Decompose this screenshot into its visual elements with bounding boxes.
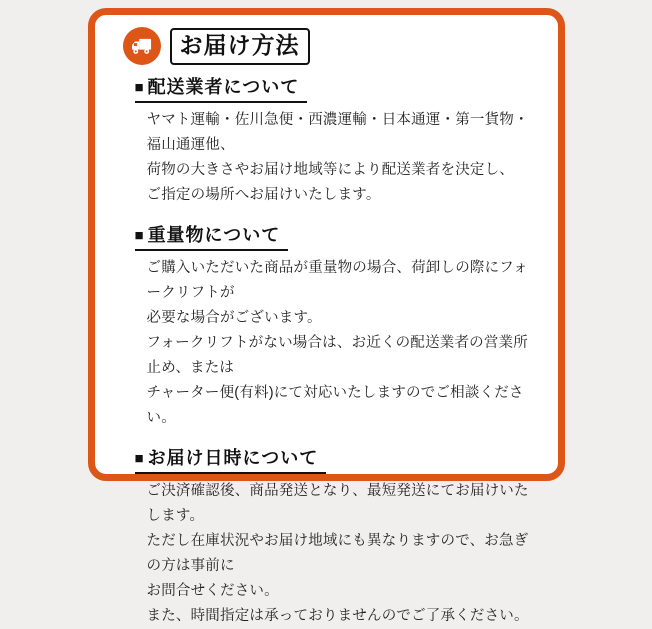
card-header <box>123 26 540 66</box>
section-heavy-items <box>135 221 540 431</box>
section-heading-text: 重量物について <box>147 225 281 245</box>
section-heading <box>135 444 327 474</box>
card-content <box>135 73 540 629</box>
body-line: ご決済確認後、商品発送となり、最短発送にてお届けいたします。 <box>146 483 529 524</box>
square-bullet-icon: ■ <box>134 227 145 244</box>
body-line: ご購入いただいた商品が重量物の場合、荷卸しの際にフォークリフトが <box>146 260 528 301</box>
body-line: ただし在庫状況やお届け地域にも異なりますので、お急ぎの方は事前に <box>146 533 529 574</box>
section-heading-text: お届け日時について <box>147 448 319 468</box>
body-line: お問合せください。 <box>146 583 279 599</box>
body-line: ヤマト運輸・佐川急便・西濃運輸・日本通運・第一貨物・福山通運他、 <box>146 112 529 153</box>
square-bullet-icon: ■ <box>134 79 145 96</box>
section-body <box>147 479 540 629</box>
body-line: また、時間指定は承っておりませんのでご了承ください。 <box>146 608 529 624</box>
body-line: 荷物の大きさやお届け地域等により配送業者を決定し、 <box>146 162 514 178</box>
body-line: チャーター便(有料)にて対応いたしますのでご相談ください。 <box>146 385 524 426</box>
truck-icon <box>123 27 161 65</box>
body-line: フォークリフトがない場合は、お近くの配送業者の営業所止め、または <box>146 335 528 376</box>
section-heading <box>135 73 308 103</box>
section-heading-text: 配送業者について <box>147 77 300 97</box>
section-heading <box>135 221 289 251</box>
section-body <box>147 256 540 431</box>
section-delivery-datetime <box>135 444 540 629</box>
delivery-info-card <box>88 8 565 624</box>
section-body <box>147 108 540 208</box>
body-line: 必要な場合がございます。 <box>146 310 322 326</box>
section-carriers <box>135 73 540 208</box>
page-title: お届け方法 <box>170 28 310 65</box>
square-bullet-icon: ■ <box>134 450 145 467</box>
body-line: ご指定の場所へお届けいたします。 <box>146 187 381 203</box>
